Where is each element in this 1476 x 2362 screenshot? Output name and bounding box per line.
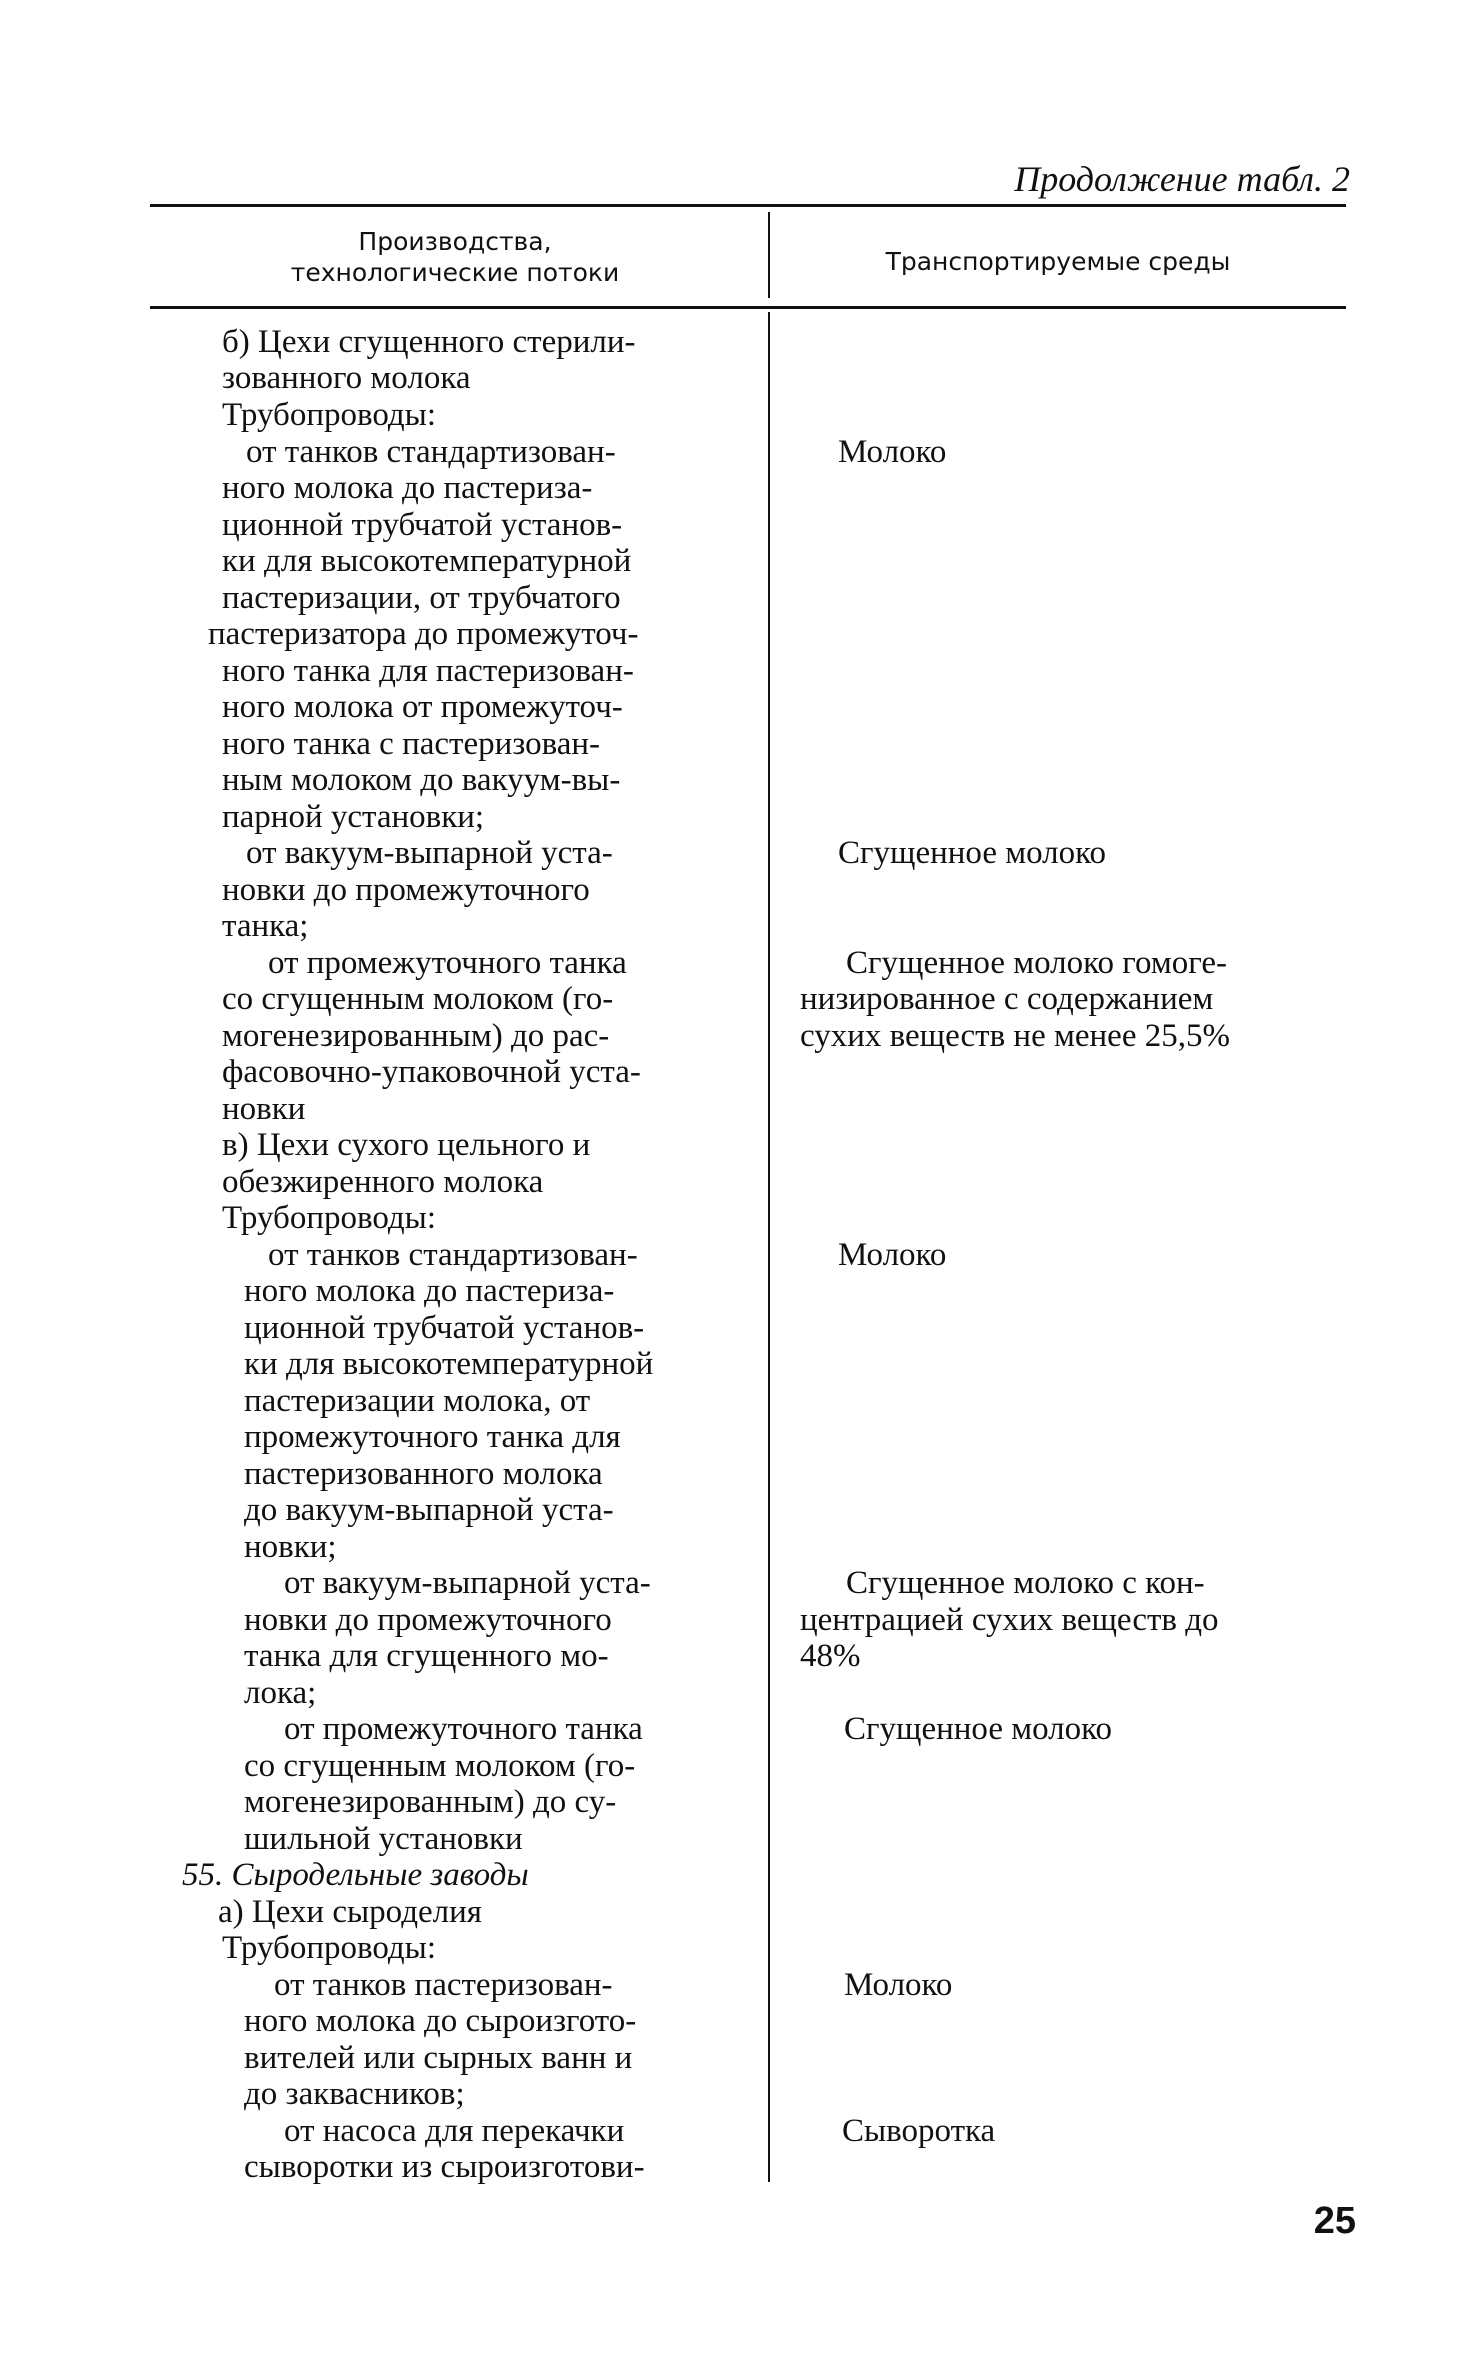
left-line: до вакуум-выпарной уста- <box>244 1492 614 1528</box>
left-line: новки; <box>244 1529 337 1565</box>
column-divider <box>768 312 770 2182</box>
page-number: 25 <box>1313 2200 1356 2242</box>
left-line: сыворотки из сыроизготови- <box>244 2149 645 2185</box>
left-line: от танков стандартизован- <box>246 434 616 470</box>
left-line: пастеризованного молока <box>244 1456 603 1492</box>
header-col1 <box>150 226 760 288</box>
left-line: от промежуточного танка <box>284 1711 643 1747</box>
left-line: ного молока до сыроизгото- <box>244 2003 637 2039</box>
left-line: от вакуум-выпарной уста- <box>246 835 613 871</box>
right-line: низированное с содержанием <box>800 981 1214 1017</box>
left-line: промежуточного танка для <box>244 1419 621 1455</box>
header-col1-line2: технологические потоки <box>290 258 620 287</box>
left-line: до заквасников; <box>244 2076 465 2112</box>
left-line: могенезированным) до су- <box>244 1784 617 1820</box>
left-line: шильной установки <box>244 1821 523 1857</box>
right-line: сухих веществ не менее 25,5% <box>800 1018 1230 1054</box>
left-line: ного молока до пастериза- <box>222 470 593 506</box>
left-line: ным молоком до вакуум-вы- <box>222 762 621 798</box>
left-line: фасовочно-упаковочной уста- <box>222 1054 641 1090</box>
left-line: в) Цехи сухого цельного и <box>222 1127 591 1163</box>
left-line: б) Цехи сгущенного стерили- <box>222 324 636 360</box>
right-line: Сгущенное молоко <box>838 835 1106 871</box>
left-line: со сгущенным молоком (го- <box>222 981 614 1017</box>
left-line: со сгущенным молоком (го- <box>244 1748 636 1784</box>
section-heading: 55. Сыродельные заводы <box>182 1857 529 1893</box>
table-continuation-caption: Продолжение табл. 2 <box>1014 159 1350 199</box>
right-line: Молоко <box>844 1967 953 2003</box>
left-line: от насоса для перекачки <box>284 2113 625 2149</box>
left-line: ного молока до пастериза- <box>244 1273 615 1309</box>
left-line: а) Цехи сыроделия <box>218 1894 482 1930</box>
left-line: Трубопроводы: <box>222 1200 437 1236</box>
left-line: новки до промежуточного <box>244 1602 612 1638</box>
column-divider-header <box>768 212 770 298</box>
left-line: от промежуточного танка <box>268 945 627 981</box>
right-line: 48% <box>800 1638 861 1674</box>
left-line: Трубопроводы: <box>222 1930 437 1966</box>
left-line: зованного молока <box>222 360 471 396</box>
left-line: от вакуум-выпарной уста- <box>284 1565 651 1601</box>
left-line: ного танка для пастеризован- <box>222 653 634 689</box>
left-line: Трубопроводы: <box>222 397 437 433</box>
left-line: могенезированным) до рас- <box>222 1018 610 1054</box>
left-line: лока; <box>244 1675 317 1711</box>
top-rule <box>150 204 1346 207</box>
left-line: вителей или сырных ванн и <box>244 2040 633 2076</box>
header-col2: Транспортируемые среды <box>885 247 1231 276</box>
left-line: ки для высокотемпературной <box>222 543 632 579</box>
right-line: Сгущенное молоко <box>844 1711 1112 1747</box>
header-col1-line1: Производства, <box>358 227 552 256</box>
left-line: от танков стандартизован- <box>268 1237 638 1273</box>
left-line: танка; <box>222 908 309 944</box>
right-line: Сыворотка <box>842 2113 996 2149</box>
right-line: Сгущенное молоко с кон- <box>846 1565 1205 1601</box>
left-line: ного молока от промежуточ- <box>222 689 623 725</box>
left-line: ного танка с пастеризован- <box>222 726 601 762</box>
left-line: ционной трубчатой установ- <box>244 1310 645 1346</box>
left-line: ки для высокотемпературной <box>244 1346 654 1382</box>
right-line: центрацией сухих веществ до <box>800 1602 1219 1638</box>
header-divider <box>150 306 1346 309</box>
left-line: пастеризатора до промежуточ- <box>208 616 639 652</box>
left-line: танка для сгущенного мо- <box>244 1638 609 1674</box>
left-line: парной установки; <box>222 799 485 835</box>
right-line: Сгущенное молоко гомоге- <box>846 945 1227 981</box>
left-line: обезжиренного молока <box>222 1164 544 1200</box>
left-line: пастеризации молока, от <box>244 1383 591 1419</box>
left-line: новки <box>222 1091 306 1127</box>
left-line: новки до промежуточного <box>222 872 590 908</box>
left-line: пастеризации, от трубчатого <box>222 580 621 616</box>
left-line: от танков пастеризован- <box>274 1967 613 2003</box>
left-line: ционной трубчатой установ- <box>222 507 623 543</box>
right-line: Молоко <box>838 1237 947 1273</box>
right-line: Молоко <box>838 434 947 470</box>
